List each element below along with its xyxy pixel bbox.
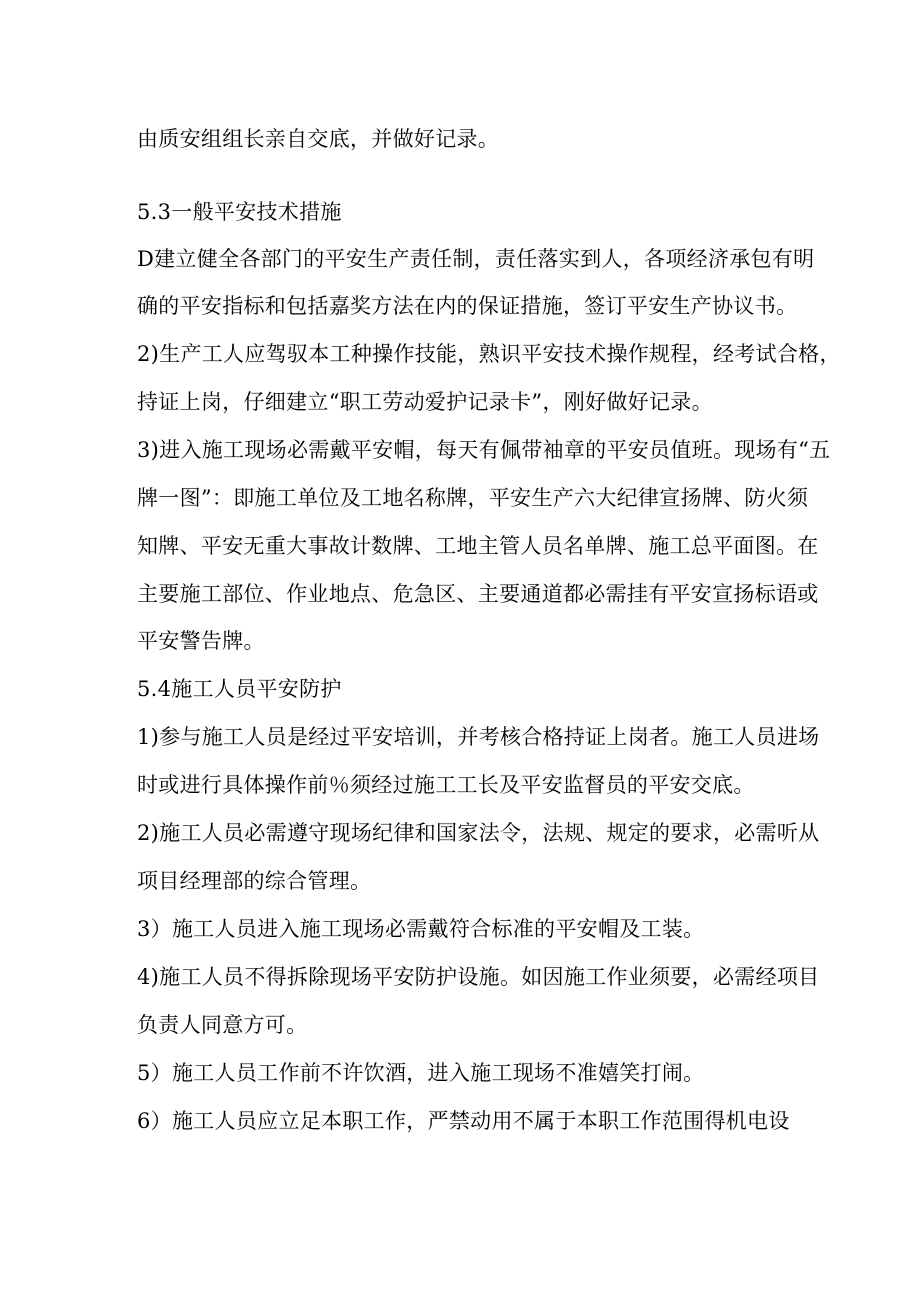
section-heading: 5.3一般平安技术措施 <box>137 200 342 224</box>
text-line: 持证上岗，仔细建立“职工劳动爱护记录卡”，刚好做好记录。 <box>137 390 713 414</box>
text-line: 确的平安指标和包括嘉奖方法在内的保证措施，签订平安生产协议书。 <box>137 294 798 318</box>
text-line: D建立健全各部门的平安生产责任制，责任落实到人，各项经济承包有明 <box>137 247 815 271</box>
text-line: 平安警告牌。 <box>137 629 265 653</box>
section-heading: 5.4施工人员平安防护 <box>137 677 342 701</box>
text-line: 5）施工人员工作前不许饮酒，进入施工现场不准嬉笑打闹。 <box>137 1061 705 1085</box>
text-line: 时或进行具体操作前％须经过施工工长及平安监督员的平安交底。 <box>137 773 755 797</box>
text-line: 4)施工人员不得拆除现场平安防护设施。如因施工作业须要，必需经项目 <box>137 965 820 989</box>
text-line: 主要施工部位、作业地点、危急区、主要通道都必需挂有平安宣扬标语或 <box>137 582 819 606</box>
text-line: 牌一图”：即施工单位及工地名称牌，平安生产六大纪律宣扬牌、防火须 <box>137 486 809 510</box>
text-line: 知牌、平安无重大事故计数牌、工地主管人员名单牌、施工总平面图。在 <box>137 534 819 558</box>
text-line: 6）施工人员应立足本职工作，严禁动用不属于本职工作范围得机电设 <box>137 1109 790 1133</box>
text-line: 1)参与施工人员是经过平安培训，并考核合格持证上岗者。施工人员进场 <box>137 725 820 749</box>
text-line: 项目经理部的综合管理。 <box>137 869 372 893</box>
text-line: 3)进入施工现场必需戴平安帽，每天有佩带袖章的平安员值班。现场有“五 <box>137 438 831 462</box>
text-line: 2)施工人员必需遵守现场纪律和国家法令，法规、规定的要求，必需听从 <box>137 821 820 845</box>
text-line: 3）施工人员进入施工现场必需戴符合标准的平安帽及工装。 <box>137 917 705 941</box>
text-line: 负责人同意方可。 <box>137 1013 308 1037</box>
text-line: 由质安组组长亲自交底，并做好记录。 <box>137 127 500 151</box>
text-line: 2)生产工人应驾驭本工种操作技能，熟识平安技术操作规程，经考试合格， <box>137 342 841 366</box>
